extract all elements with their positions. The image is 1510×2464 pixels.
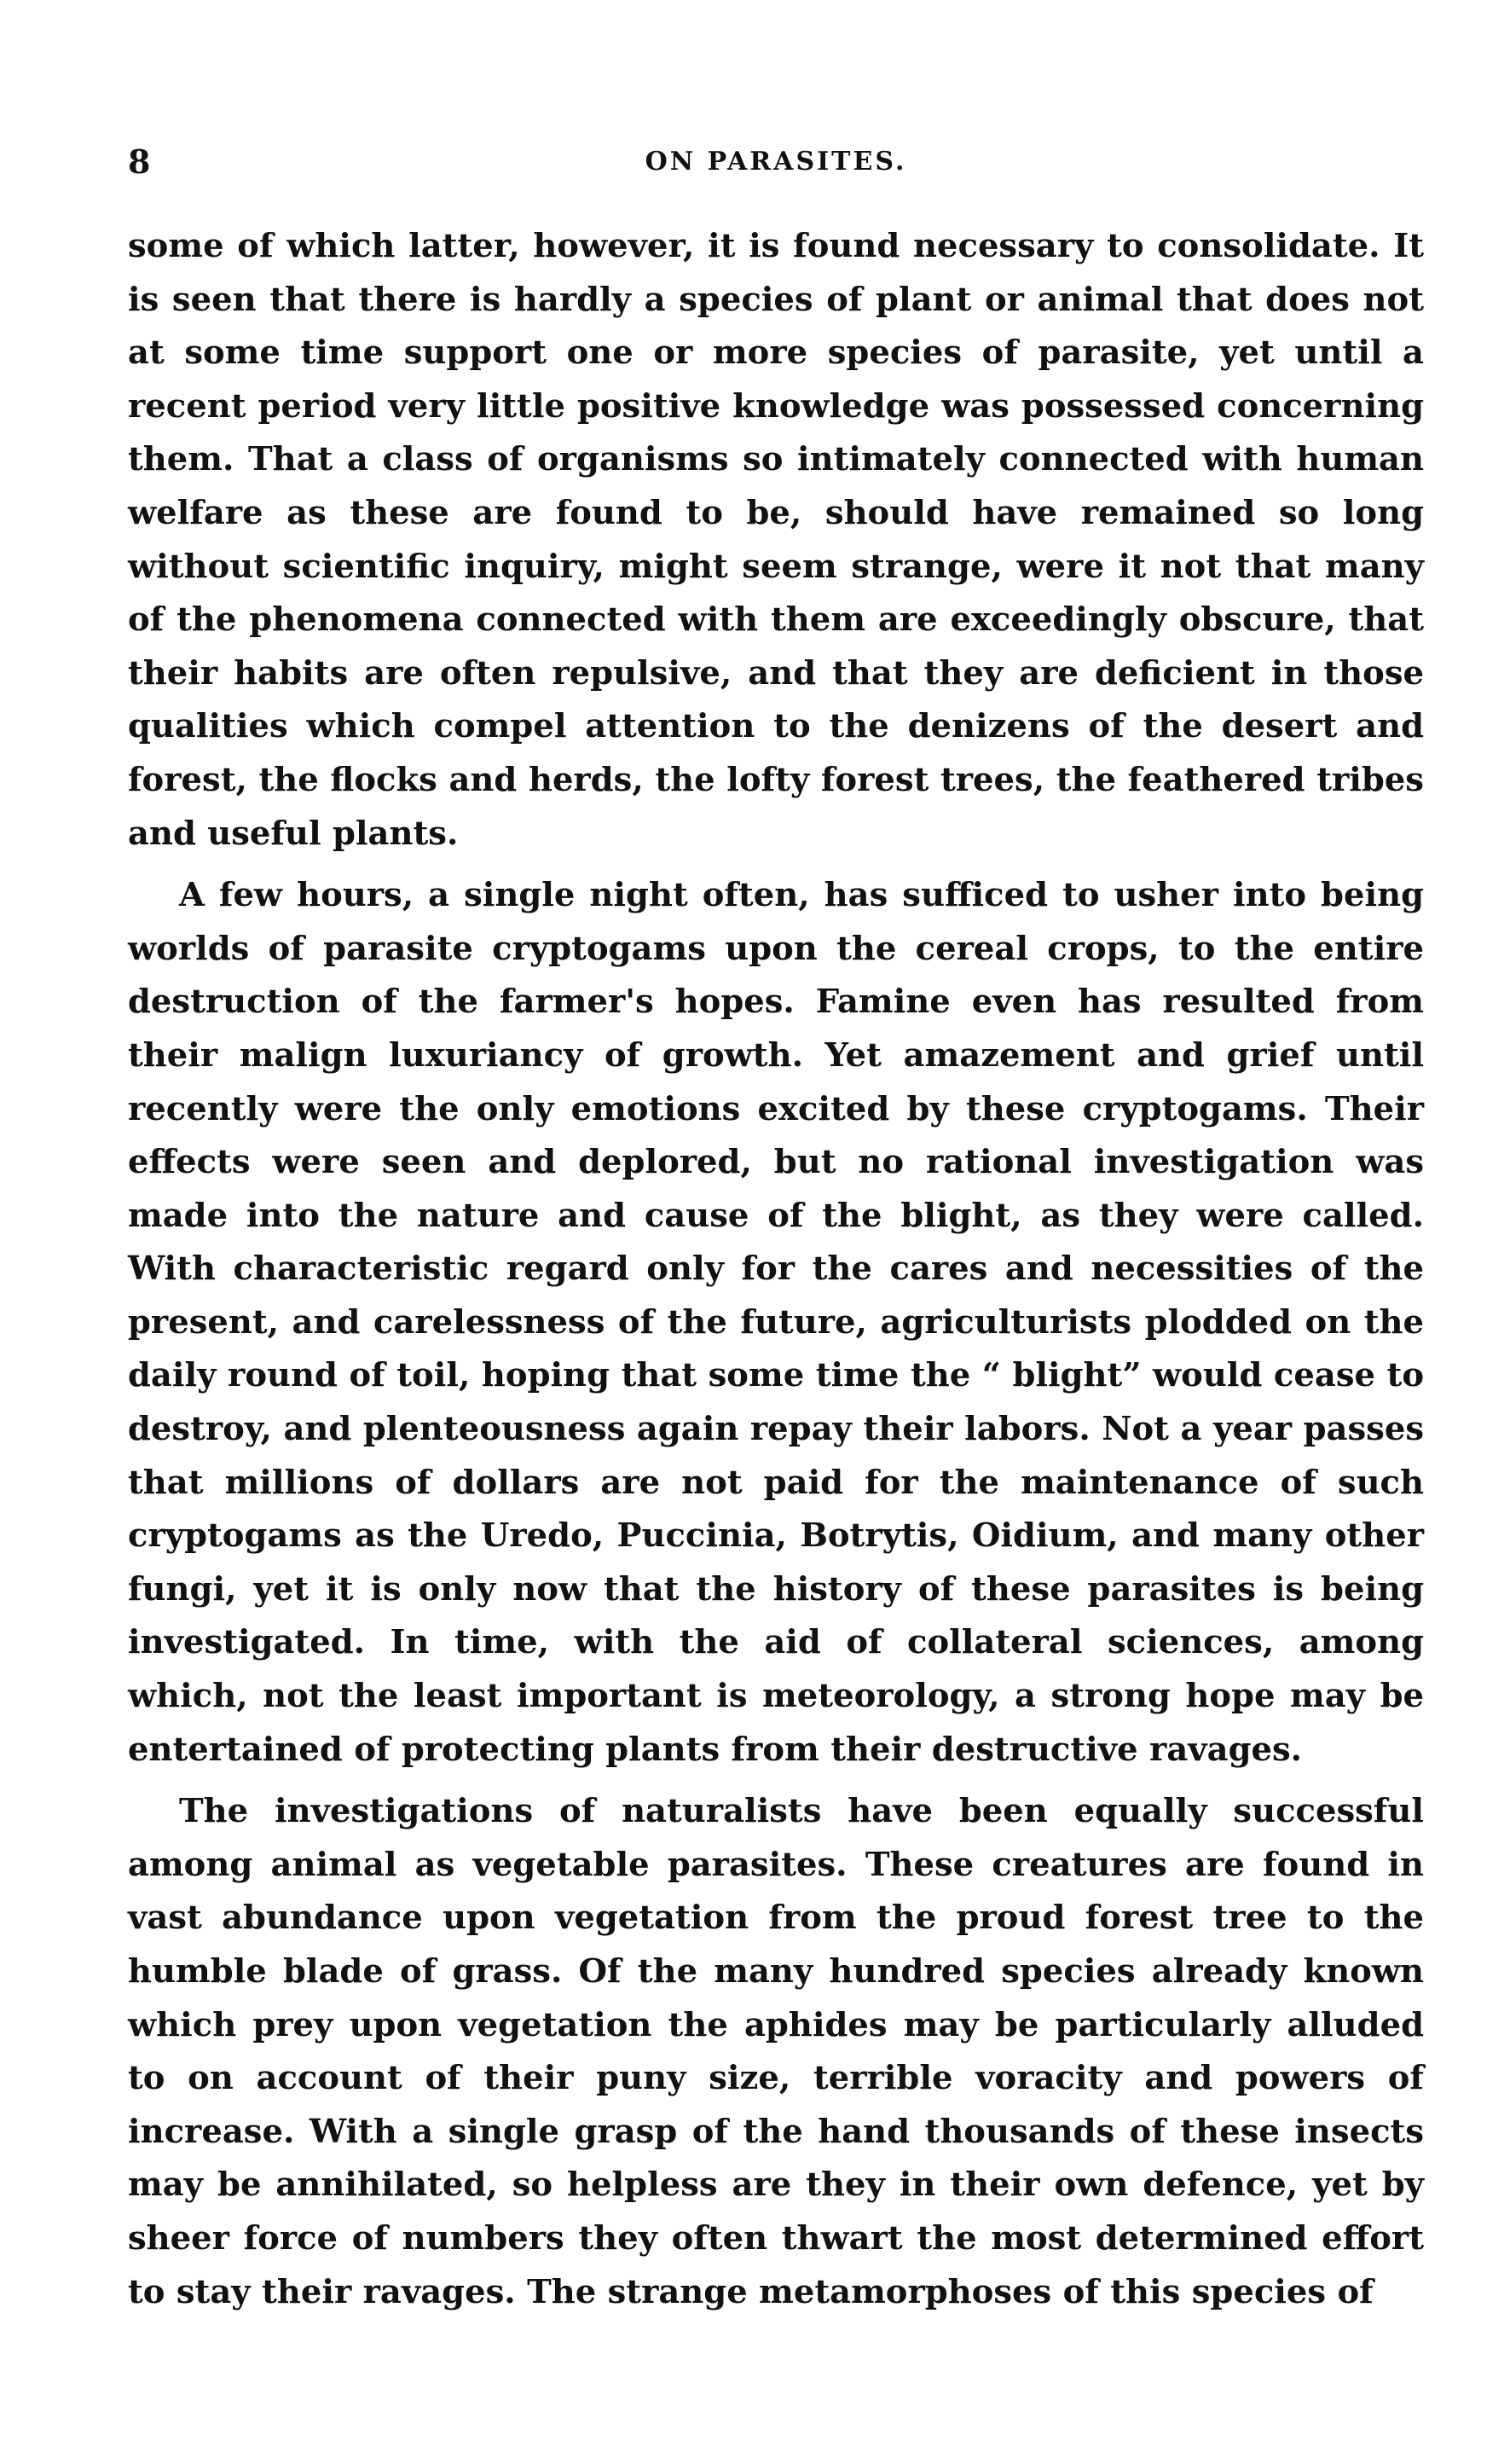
paragraph-3: The investigations of naturalists have been equally successful among animal as vegetable parasites. These creatures are found in vast abundance upon vegetation from the proud forest tree to the humble blade of grass. Of the many hundred species already known which prey upon vegetation the aphides may be particularly alluded to on account of their puny size, terrible voracity and powers of increase. With a single grasp of the hand thousands of these insects may be annihilated, so helpless are they in their own defence, yet by sheer force of numbers they often thwart the most determined effort to stay their ravages. The strange metamorphoses of this species of: [128, 1792, 1424, 2311]
running-title: ON PARASITES.: [645, 147, 907, 177]
page-header: [128, 141, 1424, 183]
page-body: [128, 220, 1424, 2319]
paragraph-2: A few hours, a single night often, has sufficed to usher into being worlds of parasite cryptogams upon the cereal crops, to the entire destruction of the farmer's hopes. Famine even has resulted from their malign luxuriancy of growth. Yet amazement and grief until recently were the only emotions excited by these cryptogams. Their effects were seen and deplored, but no rational investigation was made into the nature and cause of the blight, as they were called. With characteristic regard only for the cares and necessities of the present, and carelessness of the future, agriculturists plodded on the daily round of toil, hoping that some time the “ blight” would cease to destroy, and plenteousness again repay their labors. Not a year passes that millions of dollars are not paid for the maintenance of such cryptogams as the Uredo, Puccinia, Botrytis, Oidium, and many other fungi, yet it is only now that the history of these parasites is being investigated. In time, with the aid of collateral sciences, among which, not the least important is meteorology, a strong hope may be entertained of protecting plants from their destructive ravages.: [128, 876, 1424, 1769]
page-number: 8: [128, 142, 151, 181]
paragraph-1: some of which latter, however, it is found necessary to consolidate. It is seen that there is hardly a species of plant or animal that does not at some time support one or more species of parasite, yet until a recent period very little positive knowledge was possessed concerning them. That a class of organisms so intimately connected with human welfare as these are found to be, should have remained so long without scientific inquiry, might seem strange, were it not that many of the phenomena connected with them are exceedingly obscure, that their habits are often repulsive, and that they are deficient in those qualities which compel attention to the denizens of the desert and forest, the flocks and herds, the lofty forest trees, the feathered tribes and useful plants.: [128, 227, 1424, 853]
